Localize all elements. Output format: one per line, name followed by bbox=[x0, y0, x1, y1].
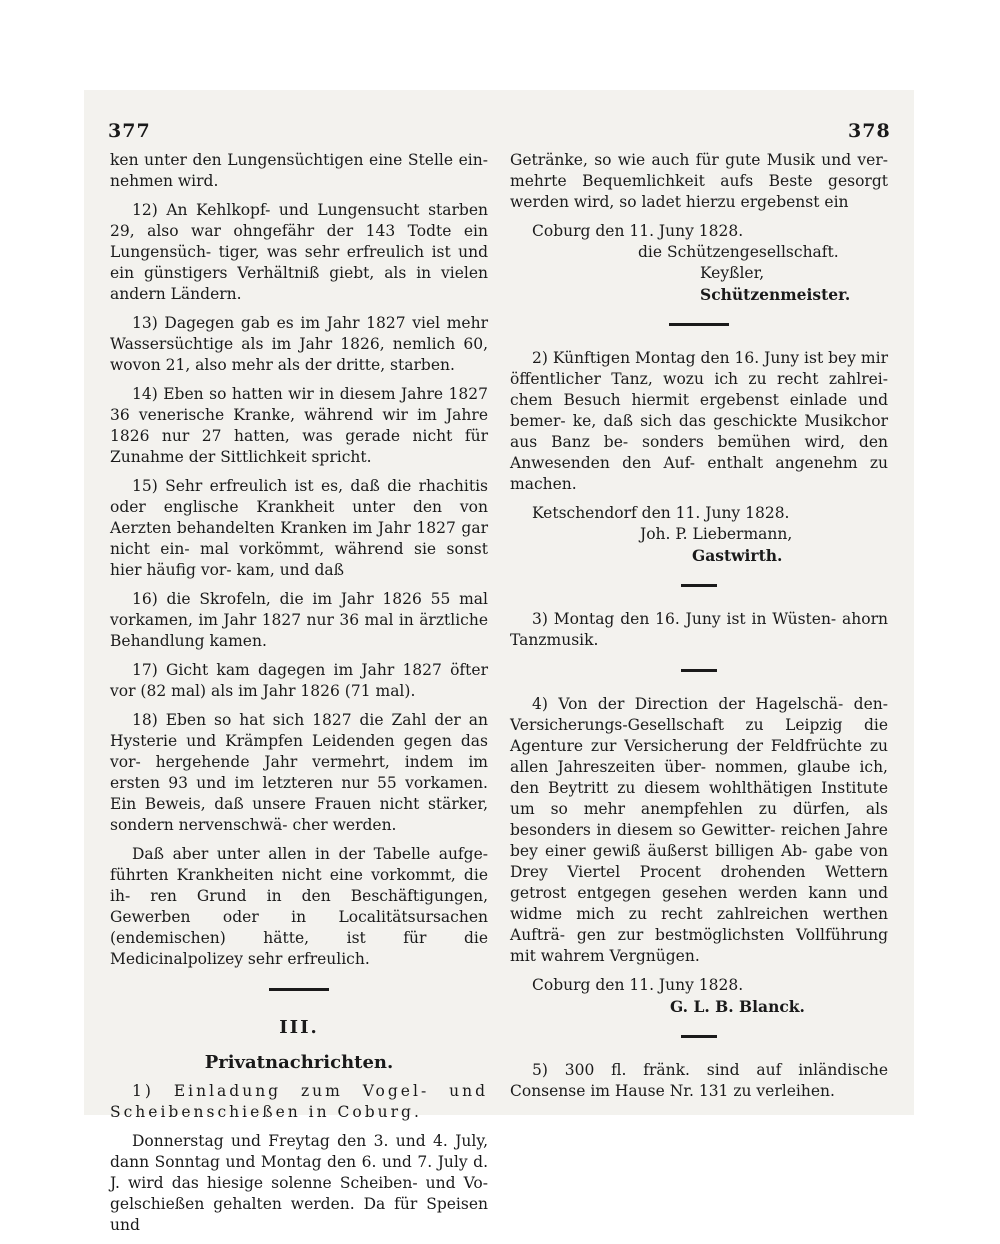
item1-signature-name: Keyßler, bbox=[700, 264, 765, 282]
paragraph-final: Daß aber unter allen in der Tabelle aufge- führten Krankheiten nicht eine vorkommt, die ih- ren Grund in den Beschäftigungen, Gewerben oder in Localitätsursachen (endemischen) hätte, ist für die Medicinalpolizey sehr erfreulich. bbox=[110, 845, 488, 968]
item4-text: 4) Von der Direction der Hagelschä- den-Versicherungs-Gesellschaft zu Leipzig die Agenture zur Versicherung der Feldfrüchte zu allen Jahreszeiten über- nommen, glaube ich, den Beytritt zu diesem wohlthätigen Institute um so mehr anempfehlen zu dürfen, als besonders in diesem so Gewitter- reichen Jahre bey einer gewiß äußerst billigen Ab- gabe von Drey Viertel Procent drohenden Wettern getrost entgegen gesehen werden kann und widme mich zu recht zahlreichen werthen Aufträ- gen zur bestmöglichsten Vollführung mit wahrem Vergnügen. bbox=[510, 695, 888, 965]
paragraph-18: 18) Eben so hat sich 1827 die Zahl der an Hysterie und Krämpfen Leidenden gegen das vor- hergehende Jahr vermehrt, indem im ersten 93 und im letzteren nur 55 vorkamen. Ein Beweis, daß unsere Frauen nicht stärker, sondern nervenschwä- cher werden. bbox=[110, 711, 488, 834]
page-number-left: 377 bbox=[108, 120, 151, 142]
divider-4 bbox=[681, 1035, 717, 1038]
divider-2 bbox=[681, 584, 717, 587]
paragraph-intro: ken unter den Lungensüchtigen eine Stelle ein- nehmen wird. bbox=[110, 151, 488, 190]
paragraph-15: 15) Sehr erfreulich ist es, daß die rhachitis oder englische Krankheit unter den von Aerzten behandelten Kranken im Jahr 1827 gar nicht ein- mal vorkömmt, während sie sonst hier häufig vor- kam, und daß bbox=[110, 477, 488, 579]
page-number-right: 378 bbox=[848, 120, 891, 142]
item4-date: Coburg den 11. Juny 1828. bbox=[532, 976, 744, 994]
paragraph-14: 14) Eben so hatten wir in diesem Jahre 1827 36 venerische Kranke, während wir im Jahre 1826 nur 27 hatten, was gerade nicht für Zunahme der Sittlichkeit spricht. bbox=[110, 385, 488, 466]
item1-date: Coburg den 11. Juny 1828. bbox=[532, 222, 744, 240]
paragraph-12: 12) An Kehlkopf- und Lungensucht starben 29, also war ohngefähr der 143 Todte ein Lungensüch- tiger, was sehr erfreulich ist und ein günstigers Verhältniß giebt, als in vielen andern Ländern. bbox=[110, 201, 488, 303]
item1-signature-org: die Schützengesellschaft. bbox=[638, 243, 839, 261]
section-number: III. bbox=[279, 1017, 319, 1038]
paragraph-17: 17) Gicht kam dagegen im Jahr 1827 öfter vor (82 mal) als im Jahr 1826 (71 mal). bbox=[110, 661, 488, 700]
divider-3 bbox=[681, 669, 717, 672]
item1-heading: 1) Einladung zum Vogel- und Scheibenschießen in Coburg. bbox=[110, 1082, 488, 1121]
item3-text: 3) Montag den 16. Juny ist in Wüsten- ahorn Tanzmusik. bbox=[510, 610, 888, 649]
item2-signature-name: Joh. P. Liebermann, bbox=[640, 525, 793, 543]
item4-signature: G. L. B. Blanck. bbox=[670, 997, 805, 1016]
paragraph-16: 16) die Skrofeln, die im Jahr 1826 55 mal vorkamen, im Jahr 1827 nur 36 mal in ärztliche Behandlung kamen. bbox=[110, 590, 488, 650]
item1-signature-role: Schützenmeister. bbox=[700, 285, 851, 304]
section-divider bbox=[269, 988, 329, 991]
item2-text: 2) Künftigen Montag den 16. Juny ist bey mir öffentlicher Tanz, wozu ich zu recht zahlrei- chem Besuch hiermit ergebenst einlade und bemer- ke, daß sich das geschickte Musikchor aus Banz be- sonders bemühen wird, den Anwesenden den Auf- enthalt angenehm zu machen. bbox=[510, 349, 888, 493]
paragraph-13: 13) Dagegen gab es im Jahr 1827 viel mehr Wassersüchtige als im Jahr 1826, nemlich 60, wovon 21, also mehr als der dritte, starben. bbox=[110, 314, 488, 374]
left-column bbox=[110, 150, 488, 1244]
item5-text: 5) 300 fl. fränk. sind auf inländische Consense im Hause Nr. 131 zu verleihen. bbox=[510, 1061, 888, 1100]
right-column bbox=[510, 150, 888, 1110]
item1-text: Donnerstag und Freytag den 3. und 4. July, dann Sonntag und Montag den 6. und 7. July d. J. wird das hiesige solenne Scheiben- und Vo- gelschießen gehalten werden. Da für Speisen und bbox=[110, 1132, 488, 1234]
section-title: Privatnachrichten. bbox=[204, 1052, 394, 1073]
item2-date: Ketschendorf den 11. Juny 1828. bbox=[532, 504, 790, 522]
item2-signature-role: Gastwirth. bbox=[692, 546, 783, 565]
divider-1 bbox=[669, 323, 729, 326]
item1-continuation: Getränke, so wie auch für gute Musik und ver- mehrte Bequemlichkeit aufs Beste gesorgt werden wird, so ladet hierzu ergebenst ein bbox=[510, 151, 888, 211]
